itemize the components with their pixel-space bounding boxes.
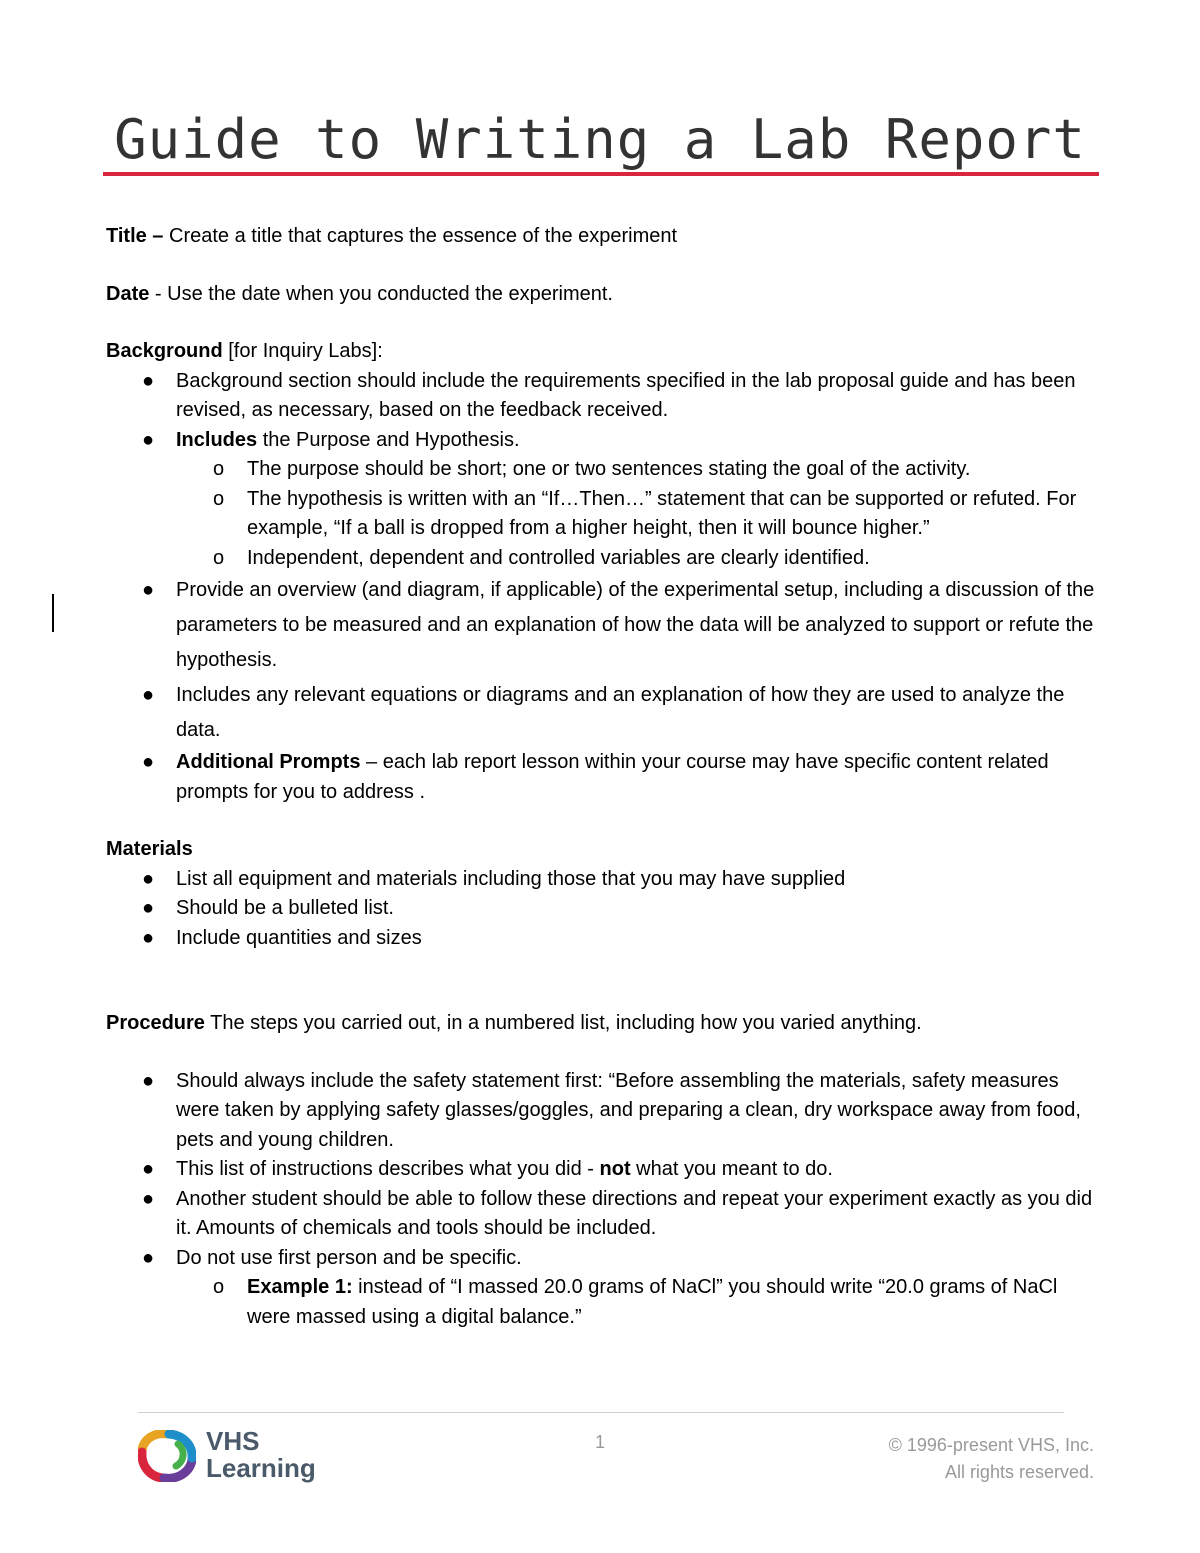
list-item: ● Provide an overview (and diagram, if applicable) of the experimental setup, including a discussion of the parameters to be measured and an explanation of how the data will be analyzed to support or refute the hypothesis. (106, 573, 1106, 678)
materials-list (106, 865, 1106, 954)
bullet-icon: ● (142, 428, 155, 451)
title-underline (103, 172, 1099, 176)
bullet-icon: ● (142, 579, 155, 601)
list-item: ● Should always include the safety statement first: “Before assembling the materials, safety measures were taken by applying safety glasses/goggles, and preparing a clean, dry workspace away from food, pets and young children. (106, 1067, 1106, 1156)
list-item: ● Another student should be able to follow these directions and repeat your experiment exactly as you did it. Amounts of chemicals and tools should be included. (106, 1185, 1106, 1244)
procedure-list (106, 1067, 1106, 1333)
list-item: ● This list of instructions describes what you did - not what you meant to do. (106, 1155, 1106, 1185)
date-label: Date (106, 282, 150, 305)
background-label: Background (106, 340, 223, 362)
circle-bullet-icon: o (213, 458, 225, 480)
title-section (106, 222, 1106, 252)
list-item: ● Include quantities and sizes (106, 924, 1106, 954)
list-item: ● Includes any relevant equations or diagrams and an explanation of how they are used to analyze the data. (106, 678, 1106, 748)
materials-heading (106, 835, 1106, 865)
sub-list (176, 455, 1106, 573)
list-item: ● Do not use first person and be specific. o Example 1: instead of “I massed 20.0 grams of NaCl” you should write “20.0 grams of NaCl were massed using a digital balance.” (106, 1244, 1106, 1333)
materials-label: Materials (106, 838, 193, 860)
background-list (106, 367, 1106, 808)
copyright-notice: © 1996-present VHS, Inc. All rights reserved. (888, 1435, 1094, 1482)
bullet-icon: ● (142, 1187, 155, 1210)
circle-bullet-icon: o (213, 487, 225, 510)
circle-bullet-icon: o (213, 1276, 225, 1298)
background-suffix: [for Inquiry Labs]: (222, 340, 383, 362)
background-heading (106, 337, 1106, 367)
procedure-label: Procedure (106, 1012, 205, 1034)
text-cursor (52, 594, 54, 632)
circle-bullet-icon: o (213, 546, 225, 569)
list-item: ● List all equipment and materials including those that you may have supplied (106, 865, 1106, 895)
bullet-icon: ● (142, 1246, 155, 1269)
bullet-icon: ● (142, 1069, 155, 1092)
sub-list-item: o Example 1: instead of “I massed 20.0 grams of NaCl” you should write “20.0 grams of NaCl were massed using a digital balance.” (176, 1273, 1106, 1332)
title-text: Create a title that captures the essence of the experiment (163, 225, 678, 247)
sub-list (176, 1273, 1106, 1332)
vhs-learning-logo-icon (138, 1430, 196, 1482)
bullet-icon: ● (142, 897, 155, 919)
date-text: - Use the date when you conducted the experiment. (149, 282, 613, 305)
document-body (106, 222, 1106, 1332)
bullet-icon: ● (142, 369, 155, 392)
title-label: Title – (106, 225, 164, 247)
page-number: 1 (594, 1432, 605, 1452)
list-item: ● Should be a bulleted list. (106, 894, 1106, 924)
sub-list-item: o Independent, dependent and controlled variables are clearly identified. (176, 544, 1106, 574)
list-item: ● Background section should include the requirements specified in the lab proposal guide and has been revised, as necessary, based on the feedback received. (106, 367, 1106, 426)
procedure-heading (106, 1009, 1106, 1039)
footer-divider (138, 1412, 1064, 1413)
page-title: Guide to Writing a Lab Report (114, 108, 1086, 171)
logo-wordmark: VHS Learning (206, 1426, 316, 1483)
date-section (106, 280, 1106, 310)
bullet-icon: ● (142, 1158, 155, 1180)
bullet-icon: ● (142, 926, 155, 949)
sub-list-item: o The purpose should be short; one or two sentences stating the goal of the activity. (176, 455, 1106, 485)
bullet-icon: ● (142, 751, 155, 773)
bullet-icon: ● (142, 867, 155, 890)
list-item: ● Additional Prompts – each lab report lesson within your course may have specific content related prompts for you to address . (106, 748, 1106, 807)
procedure-text: The steps you carried out, in a numbered list, including how you varied anything. (204, 1012, 922, 1034)
list-item: ● Includes the Purpose and Hypothesis. o The purpose should be short; one or two sentences stating the goal of the activity. o The hypothesis is written with an “If…Then…” statement that can be supported or refuted. For example, “If a ball is dropped from a higher height, then it will bounce higher.” o Independent, dependent and controlled variables are clearly identified. (106, 426, 1106, 574)
sub-list-item: o The hypothesis is written with an “If…Then…” statement that can be supported or refuted. For example, “If a ball is dropped from a higher height, then it will bounce higher.” (176, 485, 1106, 544)
bullet-icon: ● (142, 684, 155, 706)
